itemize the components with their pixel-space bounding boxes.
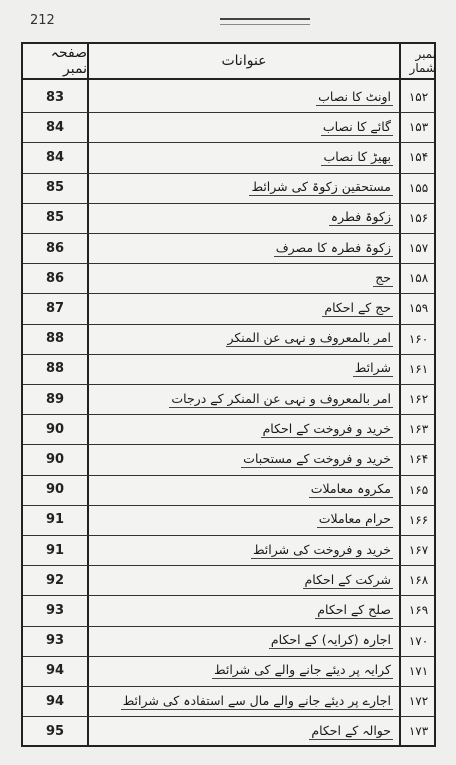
row-title: بھیڑ کا نصاب [323, 148, 391, 164]
table-row [23, 112, 434, 143]
row-serial-number: ۱۵۵ [408, 180, 429, 195]
row-page-number: 86 [45, 270, 65, 286]
table-row [23, 173, 434, 204]
row-serial-number: ۱۶۶ [408, 512, 429, 527]
row-serial-number: ۱۶۵ [408, 482, 429, 497]
row-serial-number: ۱۶۰ [408, 331, 429, 346]
row-title: اجارے پر دیئے جانے والے مال سے استفادہ کی شرائط [122, 692, 391, 708]
row-title-cell [89, 384, 399, 414]
table-row [23, 656, 434, 687]
header-ornament [220, 18, 310, 25]
row-page-number: 90 [45, 482, 65, 498]
row-title-cell [89, 324, 399, 354]
table-row [23, 354, 434, 385]
table-row [23, 293, 434, 324]
row-title: صلح کے احکام [317, 601, 391, 617]
row-page-number: 95 [45, 723, 65, 739]
row-title-cell [89, 475, 399, 505]
row-title: خرید و فروخت کے مستحبات [243, 450, 391, 466]
row-page-number: 87 [45, 300, 65, 316]
row-title-cell [89, 173, 399, 203]
row-page-number: 90 [45, 451, 65, 467]
row-page-number: 90 [45, 421, 65, 437]
row-title-cell [89, 142, 399, 172]
row-serial-number: ۱۶۴ [408, 452, 429, 467]
row-serial-number: ۱۷۳ [408, 724, 429, 739]
row-title: مستحقین زکوۃ کی شرائط [251, 179, 391, 195]
row-serial-number: ۱۵۳ [408, 120, 429, 135]
row-title-cell [89, 505, 399, 535]
row-title-cell [89, 656, 399, 686]
row-serial-number: ۱۷۰ [408, 633, 429, 648]
row-page-number: 92 [45, 572, 65, 588]
page-number: 212 [30, 13, 55, 28]
row-title: زکوۃ فطرہ کا مصرف [275, 239, 391, 255]
row-serial-number: ۱۶۲ [408, 392, 429, 407]
row-page-number: 93 [45, 602, 65, 618]
row-title: خرید و فروخت کی شرائط [252, 541, 391, 557]
row-page-number: 94 [45, 663, 65, 679]
row-page-number: 94 [45, 693, 65, 709]
table-row [23, 716, 434, 746]
row-page-number: 85 [45, 210, 65, 226]
row-title: شرکت کے احکام [304, 571, 391, 587]
row-title: شرائط [354, 360, 391, 376]
row-title-cell [89, 263, 399, 293]
row-title-cell [89, 82, 399, 112]
table-row [23, 565, 434, 596]
row-title-cell [89, 233, 399, 263]
row-serial-number: ۱۷۲ [408, 694, 429, 709]
table-row [23, 142, 434, 173]
table-row [23, 475, 434, 506]
row-page-number: 91 [45, 542, 65, 558]
row-title-cell [89, 112, 399, 142]
table-row [23, 686, 434, 717]
table-row [23, 233, 434, 264]
row-serial-number: ۱۶۸ [408, 573, 429, 588]
row-title: حوالہ کے احکام [311, 722, 391, 738]
row-title: اونٹ کا نصاب [318, 88, 391, 104]
row-serial-number: ۱۵۲ [408, 90, 429, 105]
row-title: اجارہ (کرایہ) کے احکام [270, 632, 391, 648]
row-page-number: 93 [45, 633, 65, 649]
row-title-cell [89, 565, 399, 595]
row-serial-number: ۱۵۷ [408, 241, 429, 256]
row-title-cell [89, 686, 399, 716]
row-title-cell [89, 293, 399, 323]
row-title: گائے کا نصاب [322, 118, 391, 134]
table-row [23, 82, 434, 113]
table-of-contents [21, 42, 436, 747]
header-serial-number: نمبر شمار [409, 47, 436, 75]
table-row [23, 626, 434, 657]
table-row [23, 595, 434, 626]
row-serial-number: ۱۶۱ [408, 361, 429, 376]
row-page-number: 88 [45, 331, 65, 347]
table-row [23, 505, 434, 536]
row-serial-number: ۱۶۹ [408, 603, 429, 618]
row-title-cell [89, 414, 399, 444]
table-row [23, 263, 434, 294]
header-page-number: صفحہ نمبر [50, 45, 87, 77]
row-title: امر بالمعروف و نہی عن المنکر [227, 330, 391, 346]
row-page-number: 91 [45, 512, 65, 528]
row-page-number: 89 [45, 391, 65, 407]
row-serial-number: ۱۶۳ [408, 422, 429, 437]
table-row [23, 535, 434, 566]
row-serial-number: ۱۵۶ [408, 210, 429, 225]
row-title: حرام معاملات [318, 511, 391, 527]
row-title: حج کے احکام [324, 299, 391, 315]
row-title-cell [89, 203, 399, 233]
row-title-cell [89, 595, 399, 625]
row-serial-number: ۱۵۴ [408, 150, 429, 165]
row-title: کرایہ پر دیئے جانے والے کی شرائط [213, 662, 391, 678]
row-serial-number: ۱۷۱ [408, 663, 429, 678]
row-title-cell [89, 354, 399, 384]
row-title: مکروہ معاملات [310, 481, 391, 497]
row-serial-number: ۱۶۷ [408, 543, 429, 558]
table-row [23, 203, 434, 234]
row-page-number: 83 [45, 89, 65, 105]
row-page-number: 85 [45, 180, 65, 196]
table-row [23, 384, 434, 415]
table-row [23, 414, 434, 445]
row-title-cell [89, 444, 399, 474]
row-page-number: 84 [45, 119, 65, 135]
row-page-number: 86 [45, 240, 65, 256]
row-title: حج [375, 269, 391, 285]
row-title-cell [89, 626, 399, 656]
row-page-number: 84 [45, 149, 65, 165]
row-title-cell [89, 535, 399, 565]
row-title-cell [89, 716, 399, 746]
row-title: خرید و فروخت کے احکام [262, 420, 391, 436]
row-title: زکوۃ فطرہ [330, 209, 391, 225]
table-row [23, 324, 434, 355]
row-title: امر بالمعروف و نہی عن المنکر کے درجات [171, 390, 391, 406]
row-serial-number: ۱۵۸ [408, 271, 429, 286]
table-header [23, 44, 434, 80]
table-row [23, 444, 434, 475]
row-serial-number: ۱۵۹ [408, 301, 429, 316]
row-page-number: 88 [45, 361, 65, 377]
header-titles: عنوانات [221, 53, 267, 69]
